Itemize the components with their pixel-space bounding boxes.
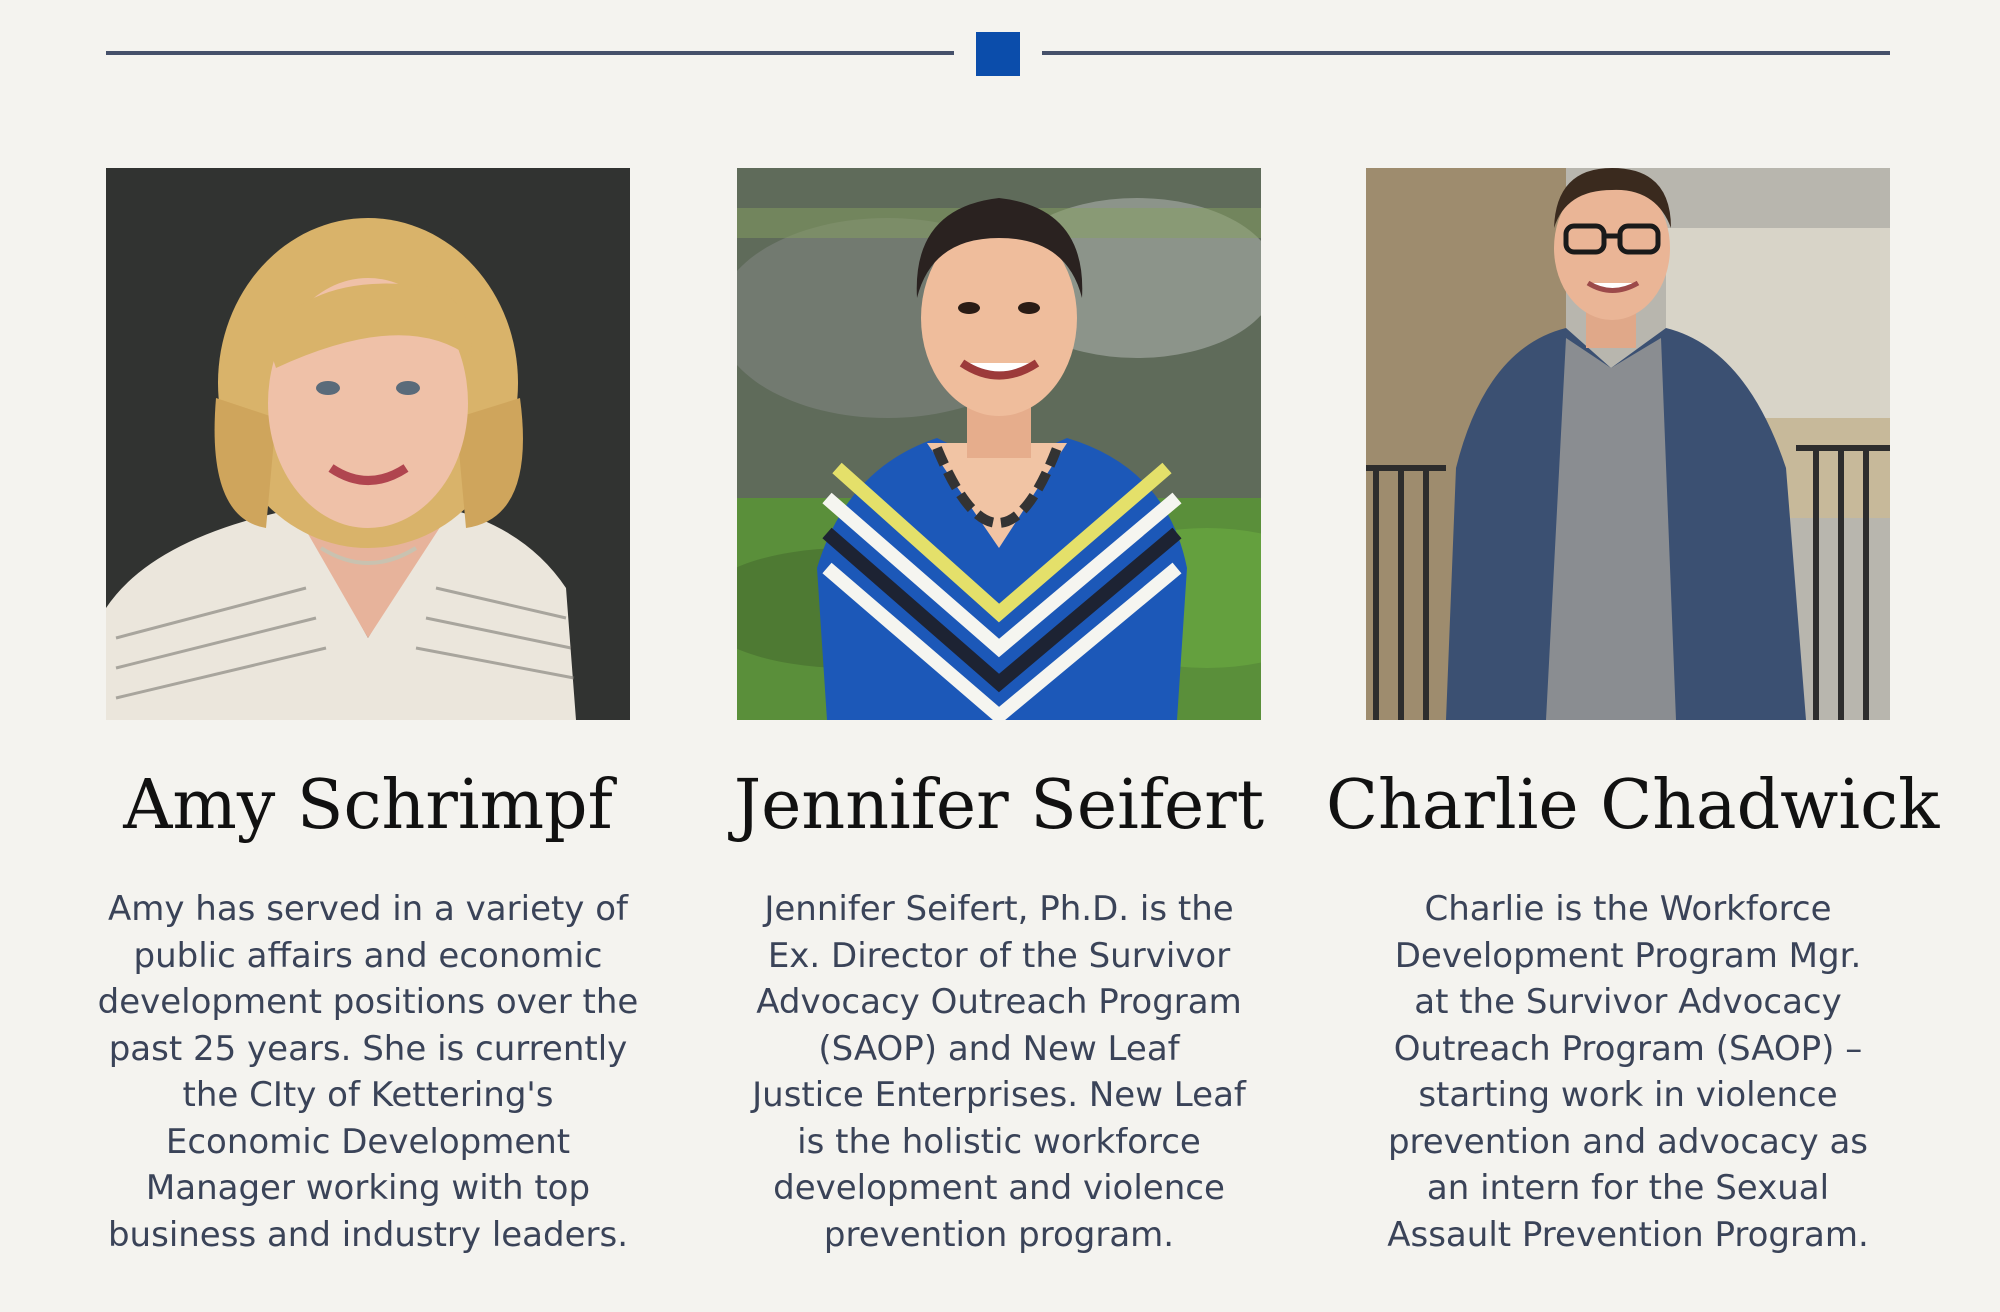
profile-name: Charlie Chadwick (1326, 766, 1940, 845)
profile-name: Amy Schrimpf (123, 766, 613, 845)
profile-name: Jennifer Seifert (733, 766, 1265, 845)
profile-card (1326, 168, 1940, 1255)
profile-photo (106, 168, 630, 720)
profile-card (97, 168, 639, 1255)
profile-card (733, 168, 1265, 1255)
profile-photo (737, 168, 1261, 720)
divider-line-left (106, 51, 954, 55)
profile-photo (1366, 168, 1890, 720)
profile-bio: Charlie is the Workforce Development Program Mgr. at the Survivor Advocacy Outreach Program (SAOP) – starting work in violence prevention and advocacy as an intern for the Sexual Assault Prevention Program. (1387, 889, 1869, 1255)
profile-bio: Amy has served in a variety of public affairs and economic development positions over the past 25 years. She is currently the CIty of Kettering's Economic Development Manager working with top business and industry leaders. (97, 889, 639, 1255)
divider-square-icon (976, 32, 1020, 76)
divider-line-right (1042, 51, 1890, 55)
profile-bio: Jennifer Seifert, Ph.D. is the Ex. Director of the Survivor Advocacy Outreach Program (SAOP) and New Leaf Justice Enterprises. New Leaf is the holistic workforce development and violence prevention program. (752, 889, 1246, 1255)
